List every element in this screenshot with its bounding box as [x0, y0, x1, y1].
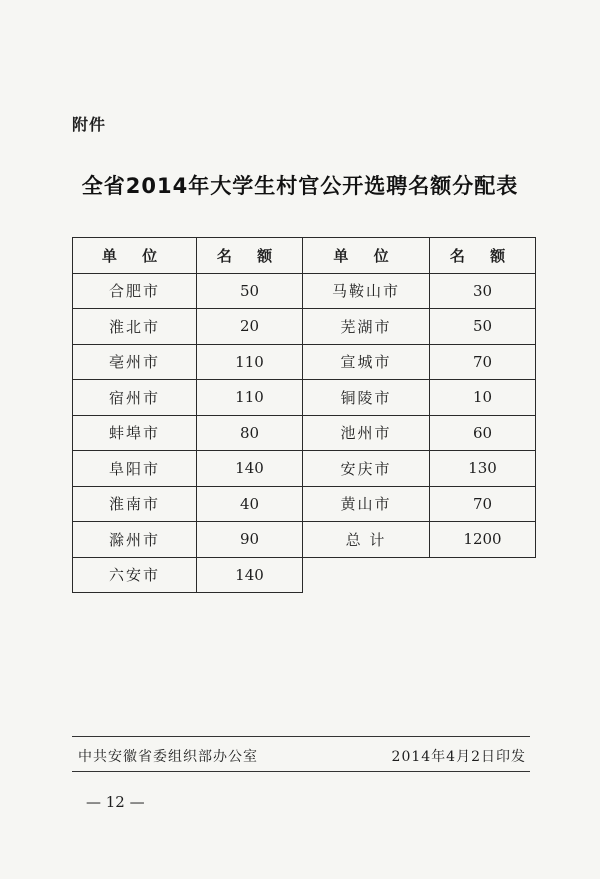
- unit-cell: 蚌埠市: [73, 415, 197, 451]
- quota-cell: 20: [197, 309, 303, 345]
- quota-cell: 110: [197, 380, 303, 416]
- quota-cell: 140: [197, 557, 303, 593]
- header-quota-1: 名 额: [197, 238, 303, 274]
- quota-cell: 70: [430, 486, 536, 522]
- table-row: [73, 486, 536, 522]
- quota-cell: 110: [197, 344, 303, 380]
- unit-cell: 马鞍山市: [303, 273, 430, 309]
- header-unit-2: 单 位: [303, 238, 430, 274]
- table-row: [73, 344, 536, 380]
- unit-cell: 宿州市: [73, 380, 197, 416]
- header-unit-1: 单 位: [73, 238, 197, 274]
- quota-cell: 90: [197, 522, 303, 558]
- unit-cell: 芜湖市: [303, 309, 430, 345]
- document-title: 全省2014年大学生村官公开选聘名额分配表: [81, 174, 519, 198]
- print-date-text: 2014年4月2日印发: [391, 749, 526, 765]
- quota-cell: 10: [430, 380, 536, 416]
- quota-cell: 50: [197, 273, 303, 309]
- unit-cell: 淮北市: [73, 309, 197, 345]
- table-header-row: [73, 238, 536, 274]
- footer-bottom-rule: [72, 771, 530, 772]
- quota-cell: 40: [197, 486, 303, 522]
- quota-cell: 50: [430, 309, 536, 345]
- table-row: [73, 522, 536, 558]
- table-row: [73, 273, 536, 309]
- table-row: [73, 309, 536, 345]
- unit-cell: 六安市: [73, 557, 197, 593]
- quota-cell: 140: [197, 451, 303, 487]
- unit-cell: 滁州市: [73, 522, 197, 558]
- table-row: [73, 415, 536, 451]
- quota-cell: 60: [430, 415, 536, 451]
- table-row: [73, 557, 536, 593]
- quota-cell: 70: [430, 344, 536, 380]
- header-quota-2: 名 额: [430, 238, 536, 274]
- unit-cell: 合肥市: [73, 273, 197, 309]
- unit-cell: 阜阳市: [73, 451, 197, 487]
- unit-cell: 安庆市: [303, 451, 430, 487]
- unit-cell: 池州市: [303, 415, 430, 451]
- total-value-cell: 1200: [430, 522, 536, 558]
- quota-cell: 80: [197, 415, 303, 451]
- unit-cell: 宣城市: [303, 344, 430, 380]
- issuer-text: 中共安徽省委组织部办公室: [78, 749, 258, 765]
- table-row: [73, 380, 536, 416]
- attachment-label: 附件: [72, 115, 107, 134]
- page-number: — 12 —: [86, 793, 145, 811]
- footer-top-rule: [72, 736, 530, 737]
- empty-cell: [430, 557, 536, 593]
- unit-cell: 淮南市: [73, 486, 197, 522]
- quota-cell: 30: [430, 273, 536, 309]
- unit-cell: 亳州市: [73, 344, 197, 380]
- total-label-cell: 总 计: [303, 522, 430, 558]
- table-row: [73, 451, 536, 487]
- quota-cell: 130: [430, 451, 536, 487]
- unit-cell: 铜陵市: [303, 380, 430, 416]
- quota-allocation-table: [72, 237, 536, 593]
- unit-cell: 黄山市: [303, 486, 430, 522]
- empty-cell: [303, 557, 430, 593]
